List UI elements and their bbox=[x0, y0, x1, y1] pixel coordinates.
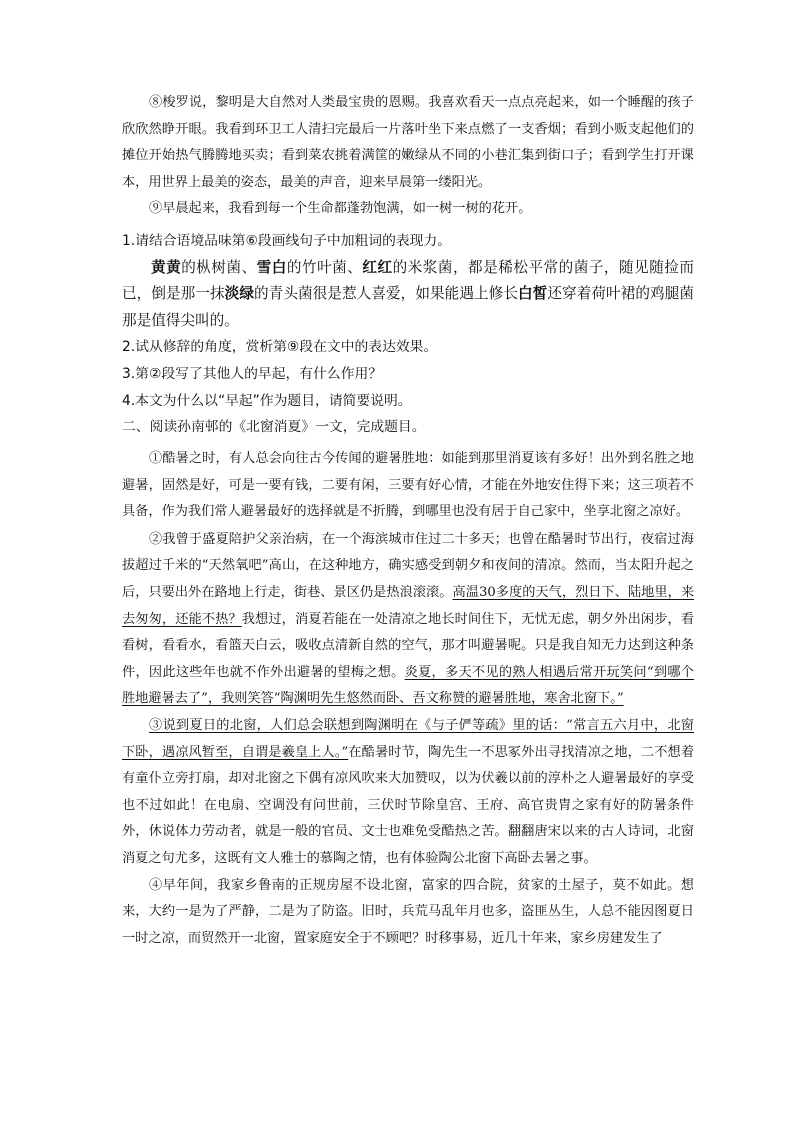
questions-block bbox=[122, 228, 694, 441]
bold-word-2: 雪白 bbox=[256, 258, 287, 276]
paragraph-3 bbox=[122, 713, 694, 873]
quote-text-5: 还穿着荷叶裙的鸡腿菌那是值得尖叫的。 bbox=[122, 285, 694, 329]
section1-tail bbox=[122, 90, 694, 223]
bold-word-4: 淡绿 bbox=[224, 285, 255, 303]
paragraph-2-part-a: ②我曾于盛夏陪护父亲治病，在一个海滨城市住过二十多天；也曾在酷暑时节出行，夜宿过海拔超过千米的“天然氧吧”高山，在这种地方，确实感受到朝夕和夜间的清凉。然而，当太阳升起之后，只要出外在路地上行走，街巷、景区仍是热浪滚滚。 bbox=[122, 531, 694, 600]
question-1: 1.请结合语境品味第⑥段画线句子中加粗词的表现力。 bbox=[122, 233, 452, 249]
quote-text-1: 的枞树菌、 bbox=[181, 258, 257, 276]
bold-word-1: 黄黄 bbox=[151, 258, 182, 276]
question-1-quote bbox=[122, 255, 694, 335]
paragraph-8: ⑧梭罗说，黎明是大自然对人类最宝贵的恩赐。我喜欢看天一点点亮起来，如一个睡醒的孩子欣欣然睁开眼。我看到环卫工人清扫完最后一片落叶坐下来点燃了一支香烟；看到小贩支起他们的摊位开始热气腾腾地买卖；看到菜农挑着满筐的嫩绿从不同的小巷汇集到街口子；看到学生打开课本，用世界上最美的姿态，最美的声音，迎来早晨第一缕阳光。 bbox=[122, 95, 694, 190]
quote-text-2: 的竹叶菌、 bbox=[286, 258, 363, 276]
bold-word-5: 白皙 bbox=[518, 285, 548, 303]
paragraph-3-rest: 在酷暑时节，陶先生一不思冢外出寻找清凉之地，二不想着有童仆立旁打扇，却对北窗之下偶有凉风吹来大加赞叹，以为伏羲以前的淳朴之人避暑最好的享受也不过如此！在电扇、空调没有问世前，三伏时节除皇宫、王府、高官贵胄之家有好的防暑条件外，休说体力劳动者，就是一般的官员、文士也难免受酷热之苦。翻翻唐宋以来的古人诗词，北窗消夏之句尤多，这既有文人雅士的慕陶之情，也有体验陶公北窗下高卧去暑之事。 bbox=[122, 744, 695, 866]
paragraph-4: ④早年间，我家乡鲁南的正规房屋不设北窗，富家的四合院，贫家的土屋子，莫不如此。想来，大约一是为了严静，二是为了防盗。旧时，兵荒马乱年月也多，盗匪丛生，人总不能因图夏日一时之凉，而贸然开一北窗，置家庭安全于不顾吧？时移事易，近几十年来，家乡房建发生了 bbox=[122, 877, 694, 946]
underlined-sentence-1: 高温30多度的天气，烈日下、陆地里，来去匆匆，还能不热？ bbox=[122, 584, 695, 627]
paragraph-1: ①酷暑之时，有人总会向往古今传闻的避暑胜地：如能到那里消夏该有多好！出外到名胜之地避暑，固然是好，可是一要有钱，二要有闲，三要有好心情，才能在外地安住得下来；这三项若不具备，作为我们常人避暑最好的选择就是不折腾，到哪里也没有居于自己家中，坐享北窗之凉好。 bbox=[122, 451, 694, 520]
section2-body bbox=[122, 446, 694, 952]
underlined-sentence-3: ③说到夏日的北窗，人们总会联想到陶渊明在《与子俨等疏》里的话：“常言五六月中，北窗下卧，遇凉风暂至，自谓是羲皇上人。” bbox=[122, 717, 694, 760]
paragraph-2-part-b: 我想过，消夏若能在一处清凉之地长时间住下，无忧无虑，朝夕外出闲步，看看树，看看水，看篮天白云，吸收点清新自然的空气，那才叫避暑呢。只是我自知无力达到这种条件，因此这些年也就不作外出避暑的望梅之想。 bbox=[122, 611, 695, 680]
paragraph-2 bbox=[122, 527, 694, 713]
question-4: 4.本文为什么以“早起”作为题目，请简要说明。 bbox=[122, 392, 412, 409]
quote-text-3: 的米浆菌，都是稀松平常的菌子，随见随捡而已，倒是那一抹 bbox=[122, 258, 694, 303]
bold-word-3: 红红 bbox=[362, 258, 393, 276]
section-2-heading: 二、阅读孙南邨的《北窗消夏》一文，完成题目。 bbox=[122, 419, 426, 436]
question-2: 2.试从修辞的角度，赏析第⑨段在文中的表达效果。 bbox=[122, 339, 438, 356]
underlined-sentence-2: 炎夏，多天不见的熟人相遇后常开玩笑问“到哪个胜地避暑去了”，我则笑答“陶渊明先生悠然而卧、吾文称赞的避暑胜地，寒舍北窗下。” bbox=[122, 664, 694, 707]
quote-text-4: 的青头菌很是惹人喜爱，如果能遇上修长 bbox=[254, 285, 519, 303]
paragraph-9: ⑨早晨起来，我看到每一个生命都蓬勃饱满，如一树一树的花开。 bbox=[149, 201, 532, 217]
question-3: 3.第②段写了其他人的早起，有什么作用？ bbox=[122, 365, 383, 382]
